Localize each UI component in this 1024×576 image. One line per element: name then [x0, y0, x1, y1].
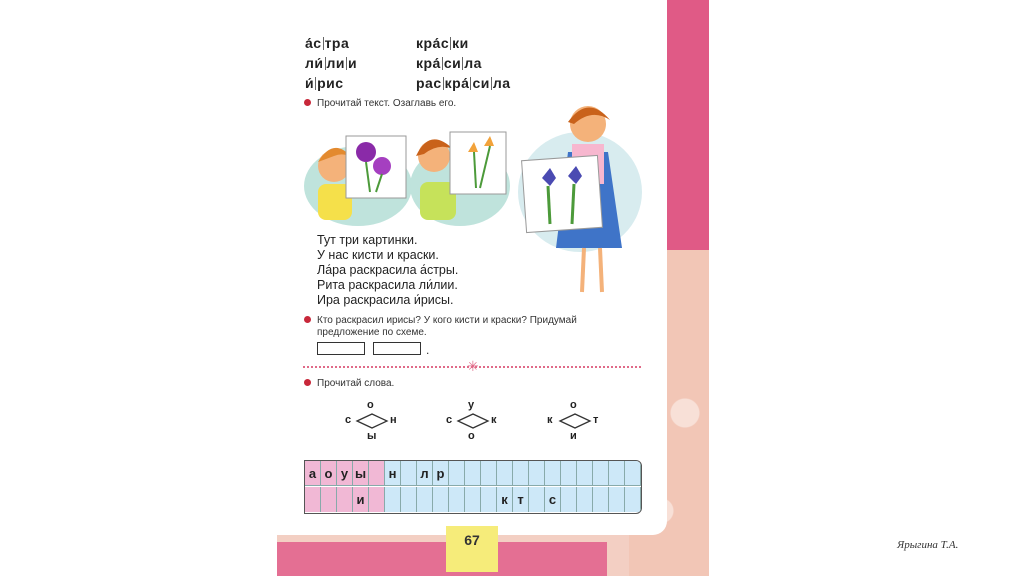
- strip-cell: [609, 461, 625, 486]
- strip-cell: [561, 461, 577, 486]
- diagram-left-letter: с: [345, 414, 352, 426]
- diagram-right-letter: т: [593, 414, 599, 426]
- divider-star-icon: ✳: [467, 358, 479, 374]
- task-who-painted: [304, 315, 577, 326]
- diagram-right-letter: н: [390, 414, 397, 426]
- strip-cell: к: [497, 487, 513, 512]
- page-number: 67: [464, 532, 480, 548]
- strip-cell: [577, 487, 593, 512]
- story-line: Ла́ра раскрасила а́стры.: [317, 263, 459, 277]
- strip-cell: [449, 487, 465, 512]
- strip-cell: [481, 487, 497, 512]
- strip-cell: [465, 487, 481, 512]
- word-krasila: кра́ си ла: [416, 55, 482, 71]
- task-bullet: [304, 316, 311, 323]
- task-read-text-label: Прочитай текст. Озаглавь его.: [317, 98, 457, 109]
- strip-cell: [305, 487, 321, 512]
- word-kraski: кра́с ки: [416, 35, 469, 51]
- illustration-girl-asters: [304, 116, 412, 226]
- strip-cell: [529, 487, 545, 512]
- word-raskrasila: рас кра́ си ла: [416, 75, 511, 91]
- diagram-left-letter: к: [547, 414, 553, 426]
- diagram-left-letter: с: [446, 414, 453, 426]
- strip-cell: [545, 461, 561, 486]
- strip-cell: [513, 461, 529, 486]
- task-who-painted-line2: предложение по схеме.: [317, 327, 427, 338]
- word-iris: и́ рис: [305, 75, 344, 91]
- strip-cell: [465, 461, 481, 486]
- strip-cell: [417, 487, 433, 512]
- story-line: Ира раскрасила и́рисы.: [317, 293, 454, 307]
- strip-cell: ы: [353, 461, 369, 486]
- strip-cell: [561, 487, 577, 512]
- task-bullet: [304, 99, 311, 106]
- strip-cell: о: [321, 461, 337, 486]
- diamond-shape: [355, 412, 389, 430]
- word-astra: а́с тра: [305, 35, 350, 51]
- pink-band: [667, 0, 709, 280]
- strip-cell: [433, 487, 449, 512]
- strip-cell: а: [305, 461, 321, 486]
- alphabet-strip: [304, 460, 642, 514]
- diamond-shape: [558, 412, 592, 430]
- scheme-box: [373, 342, 421, 355]
- bottom-pink-band: [277, 542, 607, 576]
- story-line: У нас кисти и краски.: [317, 248, 439, 262]
- diagram-top-letter: у: [468, 399, 475, 411]
- strip-cell: [497, 461, 513, 486]
- strip-cell: [369, 487, 385, 512]
- story-line: Тут три картинки.: [317, 233, 418, 247]
- strip-cell: [625, 487, 641, 512]
- diagram-bottom-letter: о: [468, 430, 475, 442]
- diagram-bottom-letter: ы: [367, 430, 377, 442]
- word-lilii: ли́ ли и: [305, 55, 358, 71]
- story-line: Рита раскрасила ли́лии.: [317, 278, 458, 292]
- strip-cell: [401, 461, 417, 486]
- strip-cell: и: [353, 487, 369, 512]
- strip-cell: [609, 487, 625, 512]
- author-credit: Ярыгина Т.А.: [897, 539, 959, 551]
- task-bullet: [304, 379, 311, 386]
- task-read-words-label: Прочитай слова.: [317, 378, 395, 389]
- scheme-period: .: [426, 343, 430, 357]
- scheme-box: [317, 342, 365, 355]
- illustration-girl-irises: [516, 92, 644, 306]
- diamond-shape: [456, 412, 490, 430]
- strip-cell: [321, 487, 337, 512]
- diagram-top-letter: о: [570, 399, 577, 411]
- diagram-right-letter: к: [491, 414, 497, 426]
- illustration-girl-lilies: [410, 116, 510, 226]
- strip-cell: [529, 461, 545, 486]
- diagram-bottom-letter: и: [570, 430, 577, 442]
- strip-cell: у: [337, 461, 353, 486]
- strip-cell: [401, 487, 417, 512]
- strip-cell: [337, 487, 353, 512]
- strip-cell: т: [513, 487, 529, 512]
- strip-cell: [625, 461, 641, 486]
- strip-cell: [577, 461, 593, 486]
- strip-cell: р: [433, 461, 449, 486]
- strip-cell: [593, 487, 609, 512]
- strip-cell: л: [417, 461, 433, 486]
- task-read-words: [304, 378, 394, 389]
- task-who-painted-label: Кто раскрасил ирисы? У кого кисти и краски? Придумай: [317, 315, 577, 326]
- strip-cell: н: [385, 461, 401, 486]
- strip-cell: [593, 461, 609, 486]
- diagram-top-letter: о: [367, 399, 374, 411]
- task-read-text: [304, 98, 456, 109]
- strip-cell: [481, 461, 497, 486]
- strip-cell: [449, 461, 465, 486]
- strip-cell: с: [545, 487, 561, 512]
- strip-cell: [385, 487, 401, 512]
- strip-cell: [369, 461, 385, 486]
